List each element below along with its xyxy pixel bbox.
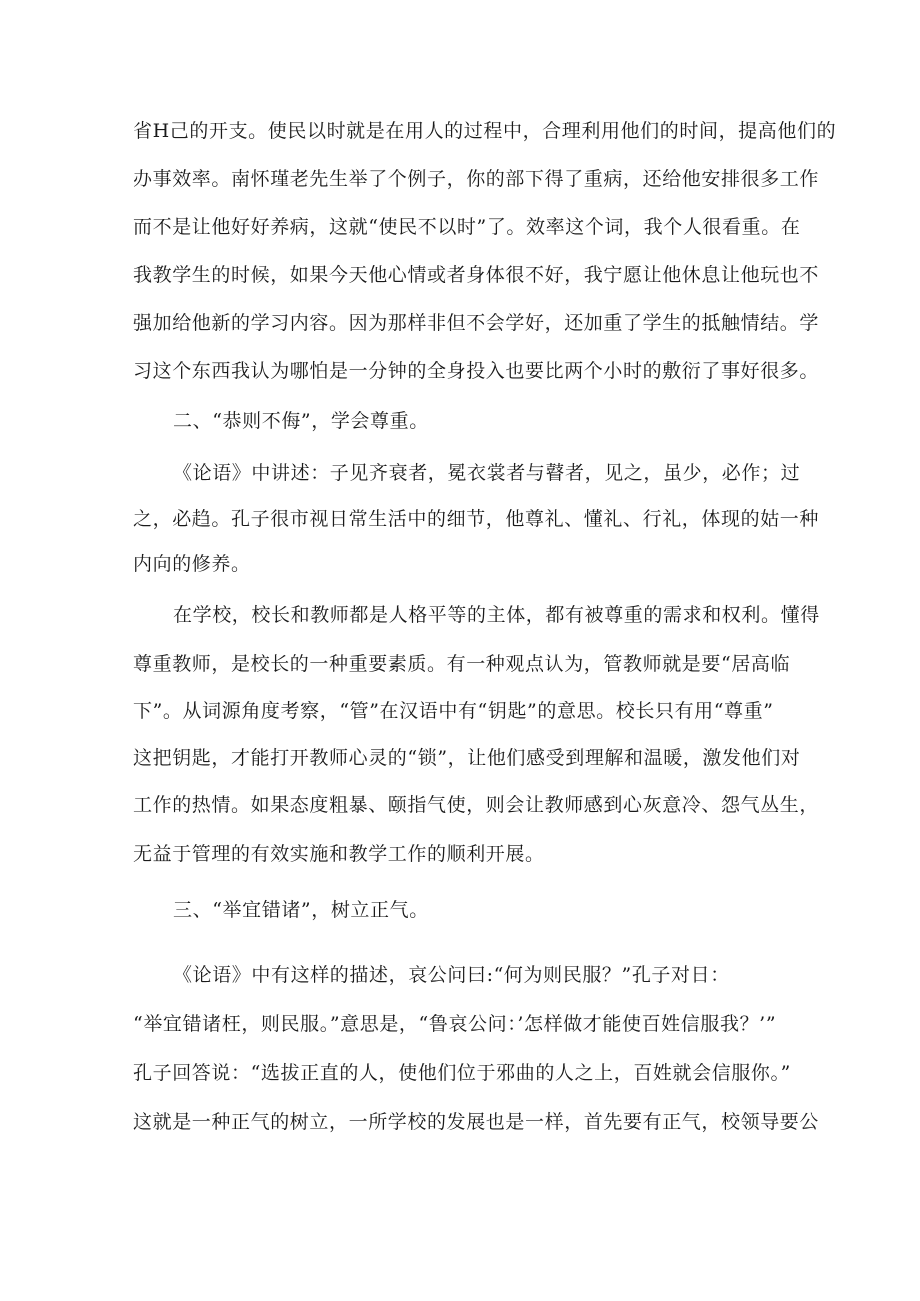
section-heading: 二、“恭则不侮”，学会尊重。 xyxy=(173,410,429,432)
text-line: 孔子回答说：“选拔正直的人，使他们位于邪曲的人之上，百姓就会信服你。” xyxy=(133,1062,791,1084)
text-line: 下”。从词源角度考察，“管”在汉语中有“钥匙”的意思。校长只有用“尊重” xyxy=(133,700,774,722)
text-line: 工作的热情。如果态度粗暴、颐指气使，则会让教师感到心灰意冷、怨气丛生， xyxy=(133,794,820,816)
text-line: 这把钥匙，才能打开教师心灵的“锁”，让他们感受到理解和温暖，激发他们对 xyxy=(133,747,801,769)
text-line: 办事效率。南怀瑾老先生举了个例子，你的部下得了重病，还给他安排很多工作 xyxy=(133,168,820,190)
text-line: 《论语》中讲述：子见齐衰者，冕衣裳者与瞽者，见之，虽少，必作；过 xyxy=(173,462,801,484)
section-heading: 三、“举宜错诸”，树立正气。 xyxy=(173,899,429,921)
text-line: 在学校，校长和教师都是人格平等的主体，都有被尊重的需求和权利。懂得 xyxy=(173,604,820,626)
text-line: 之，必趋。孔子很市视日常生活中的细节，他尊礼、懂礼、行礼，体现的姑一种 xyxy=(133,508,820,530)
text-line: 我教学生的时候，如果今天他心情或者身体很不好，我宁愿让他休息让他玩也不 xyxy=(133,264,820,286)
text-line: 强加给他新的学习内容。因为那样非但不会学好，还加重了学生的抵触情结。学 xyxy=(133,312,820,334)
text-line: 无益于管理的有效实施和教学工作的顺利开展。 xyxy=(133,843,545,865)
text-line: 这就是一种正气的树立，一所学校的发展也是一样，首先要有正气，校领导要公 xyxy=(133,1111,820,1133)
text-line: 而不是让他好好养病，这就“使民不以时”了。效率这个词，我个人很看重。在 xyxy=(133,216,801,238)
text-line: 内向的修养。 xyxy=(133,553,251,575)
text-line: 《论语》中有这样的描述，哀公问曰:“何为则民服？”孔子对日： xyxy=(173,964,730,986)
text-line: 习这个东西我认为哪怕是一分钟的全身投入也要比两个小时的敷衍了事好很多。 xyxy=(133,360,820,382)
text-line: “举宜错诸枉，则民服。”意思是，“鲁哀公问：’怎样做才能使百姓信服我？’” xyxy=(133,1013,777,1035)
text-line: 省H己的开支。使民以时就是在用人的过程中，合理利用他们的时间，提高他们的 xyxy=(133,120,837,142)
text-line: 尊重教师，是校长的一种重要素质。有一种观点认为，管教师就是要“居高临 xyxy=(133,653,791,675)
